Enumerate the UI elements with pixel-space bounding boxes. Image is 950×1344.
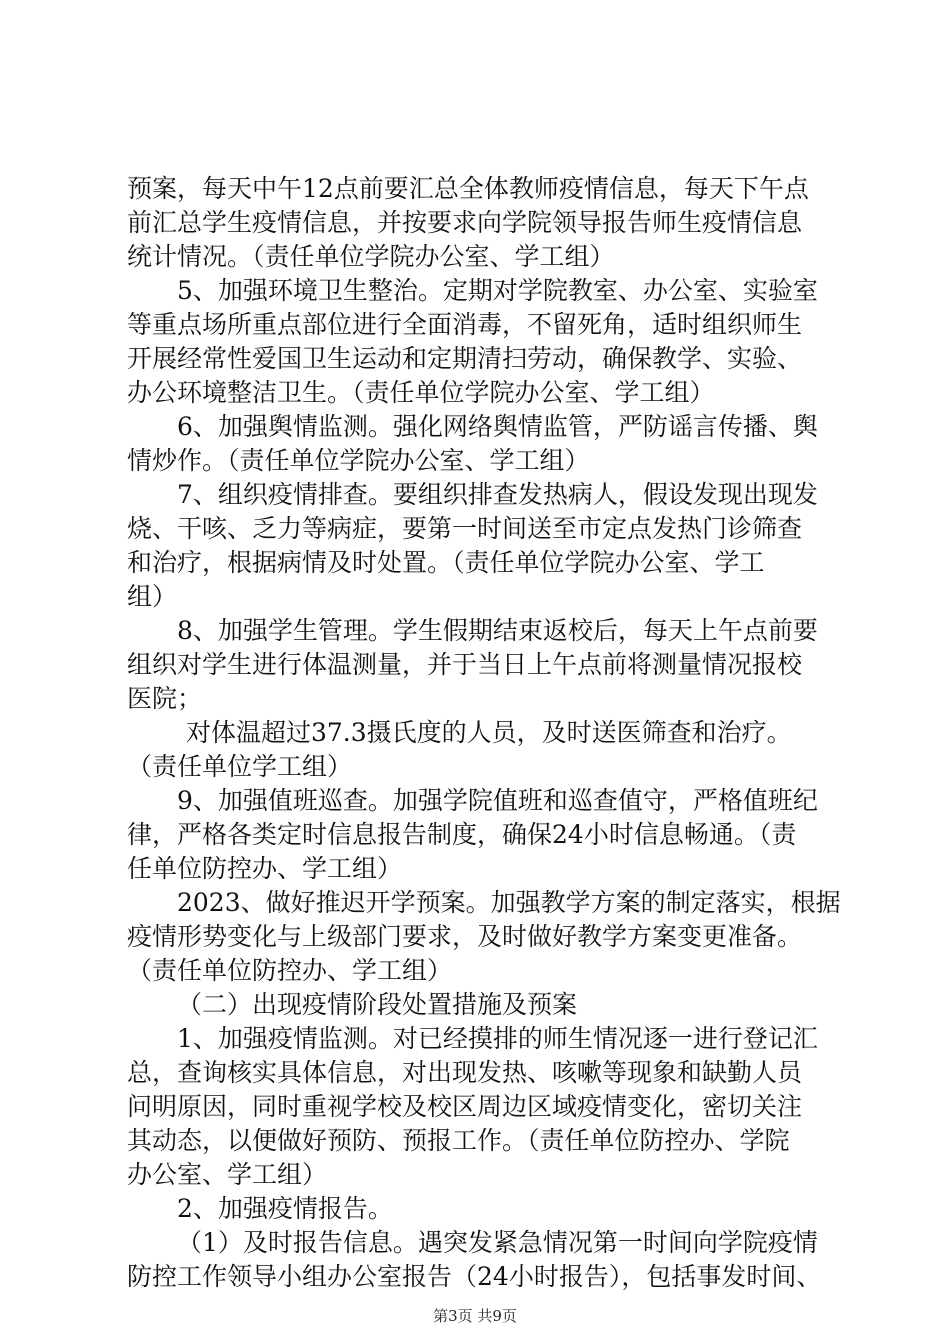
paragraph-line: 统计情况。（责任单位学院办公室、学工组）: [127, 242, 615, 271]
paragraph-line: 问明原因，同时重视学校及校区周边区域疫情变化，密切关注: [127, 1092, 803, 1121]
paragraph-line: 办公室、学工组）: [127, 1160, 328, 1189]
paragraph-line: 情炒作。（责任单位学院办公室、学工组）: [127, 446, 590, 475]
paragraph-line: 总，查询核实具体信息，对出现发热、咳嗽等现象和缺勤人员: [127, 1058, 803, 1087]
paragraph-line: （责任单位防控办、学工组）: [127, 956, 453, 985]
paragraph-line: 预案，每天中午12点前要汇总全体教师疫情信息，每天下午点: [127, 174, 809, 203]
paragraph-line: 前汇总学生疫情信息，并按要求向学院领导报告师生疫情信息: [127, 208, 803, 237]
paragraph-line: 8、加强学生管理。学生假期结束返校后，每天上午点前要: [177, 616, 818, 645]
paragraph-line: 其动态，以便做好预防、预报工作。（责任单位防控办、学院: [127, 1126, 790, 1155]
paragraph-line: （责任单位学工组）: [127, 752, 353, 781]
paragraph-line: 5、加强环境卫生整治。定期对学院教室、办公室、实验室: [177, 276, 818, 305]
paragraph-line: 组织对学生进行体温测量，并于当日上午点前将测量情况报校: [127, 650, 803, 679]
paragraph-line: 疫情形势变化与上级部门要求，及时做好教学方案变更准备。: [127, 922, 803, 951]
paragraph-line: 和治疗，根据病情及时处置。（责任单位学院办公室、学工: [127, 548, 765, 577]
paragraph-line: 2、加强疫情报告。: [177, 1194, 393, 1223]
paragraph-line: 9、加强值班巡查。加强学院值班和巡查值守，严格值班纪: [177, 786, 818, 815]
page-number-footer: 第3页 共9页: [433, 1307, 517, 1325]
paragraph-line: 7、组织疫情排查。要组织排查发热病人，假设发现出现发: [177, 480, 818, 509]
paragraph-line: 对体温超过37.3摄氏度的人员，及时送医筛查和治疗。: [186, 718, 792, 747]
paragraph-line: 烧、干咳、乏力等病症，要第一时间送至市定点发热门诊筛查: [127, 514, 803, 543]
paragraph-line: 防控工作领导小组办公室报告（24小时报告），包括事发时间、: [127, 1262, 822, 1291]
paragraph-line: 办公环境整洁卫生。（责任单位学院办公室、学工组）: [127, 378, 715, 407]
paragraph-line: 开展经常性爱国卫生运动和定期清扫劳动，确保教学、实验、: [127, 344, 803, 373]
paragraph-line: 组）: [127, 582, 178, 611]
paragraph-line: 任单位防控办、学工组）: [127, 854, 403, 883]
paragraph-line: 医院；: [127, 684, 203, 713]
section-heading: （二）出现疫情阶段处置措施及预案: [177, 990, 578, 1019]
paragraph-line: 等重点场所重点部位进行全面消毒，不留死角，适时组织师生: [127, 310, 803, 339]
paragraph-line: 2023、做好推迟开学预案。加强教学方案的制定落实，根据: [177, 888, 841, 917]
paragraph-line: 律，严格各类定时信息报告制度，确保24小时信息畅通。（责: [127, 820, 797, 849]
paragraph-line: 1、加强疫情监测。对已经摸排的师生情况逐一进行登记汇: [177, 1024, 818, 1053]
paragraph-line: （1）及时报告信息。遇突发紧急情况第一时间向学院疫情: [177, 1228, 818, 1257]
paragraph-line: 6、加强舆情监测。强化网络舆情监管，严防谣言传播、舆: [177, 412, 818, 441]
